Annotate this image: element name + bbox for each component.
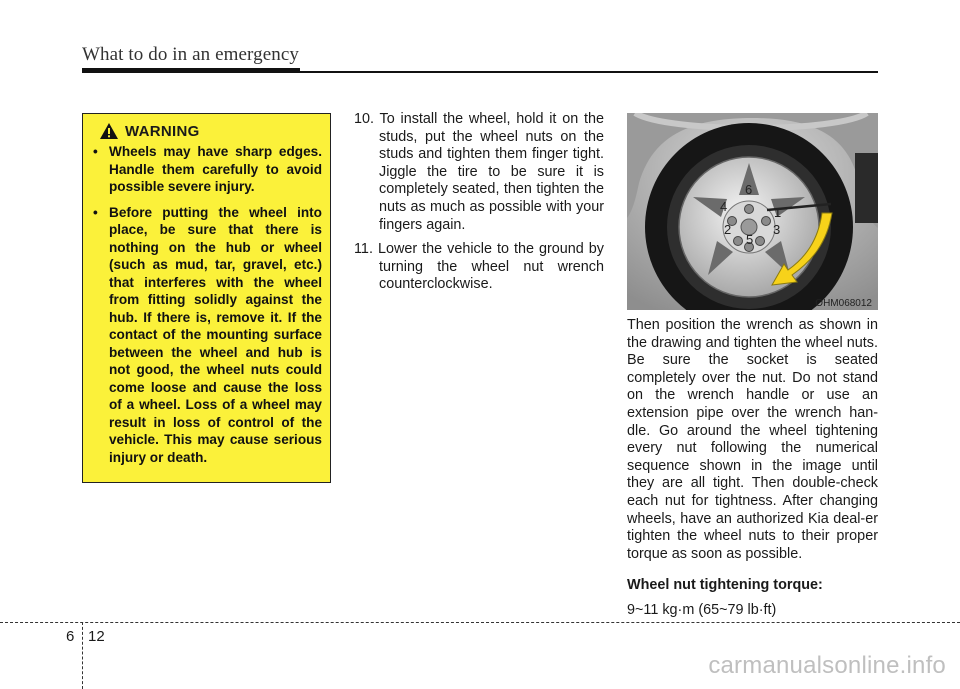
footer-divider: [0, 622, 960, 623]
warning-bullet-sharp-edges: • Wheels may have sharp edges. Handle them carefully to avoid possible severe injury.: [93, 143, 322, 196]
nut-label-6: 6: [745, 182, 753, 197]
torque-value: 9~11 kg·m (65~79 lb·ft): [627, 602, 777, 619]
nut-label-4: 4: [720, 199, 728, 214]
warning-header: [99, 122, 322, 140]
nut-label-1: 1: [774, 205, 782, 220]
nut-label-2: 2: [724, 222, 732, 237]
warning-title: WARNING: [125, 122, 200, 140]
warning-list: [93, 143, 322, 466]
nut-label-3: 3: [773, 222, 781, 237]
step-11: 11. Lower the vehicle to the ground by turning the wheel nut wrench counterclockwise.: [354, 241, 604, 293]
footer-vertical-divider: [82, 622, 83, 689]
header-rule-thin: [82, 71, 878, 73]
step-10: 10. To install the wheel, hold it on the studs, put the wheel nuts on the studs and tighten them finger tight. Jiggle the tire to be sure it is completely seated, then tighten the nuts as much as possible with your fingers again.: [354, 111, 604, 233]
steps-list: [354, 111, 604, 294]
wrench-instructions: Then position the wrench as shown in the drawing and tighten the wheel nuts. Be sure the socket is seated completely over the nut. Do not stand on the wrench handle or use an extension pipe over the wrench han-dle. Go around the wheel tightening every nut following the numerical sequence shown in the image until they are all tight. Then double-check each nut for tightness. After changing wheels, have an authorized Kia deal-er tighten the wheel nuts to their proper torque as soon as possible.: [627, 317, 878, 562]
instruction-column: [354, 111, 604, 301]
nut-label-5: 5: [746, 232, 754, 247]
wheel-figure: [627, 113, 878, 310]
wheel-illustration: [627, 113, 878, 310]
mud-flap: [855, 153, 878, 223]
watermark: carmanualsonline.info: [708, 652, 946, 679]
torque-label: Wheel nut tightening torque:: [627, 577, 823, 594]
warning-bullet-hub-contact: • Before putting the wheel into place, be sure that there is nothing on the hub or wheel (such as mud, tar, gravel, etc.) that interferes with the wheel from fitting solidly against the hub. If there is, remove it. If the contact of the mounting surface between the wheel and hub is not good, the wheel nuts could come loose and cause the loss of a wheel. Loss of a wheel may result in loss of control of the vehicle. This may cause serious injury or death.: [93, 204, 322, 467]
figure-caption: OHM068012: [815, 298, 872, 309]
chapter-number: 6: [66, 628, 75, 645]
page-number: 12: [88, 628, 105, 645]
procedure-text: [627, 317, 878, 618]
page-header-title: What to do in an emergency: [82, 44, 299, 65]
warning-triangle-icon: [99, 122, 119, 140]
warning-box: [82, 113, 331, 483]
